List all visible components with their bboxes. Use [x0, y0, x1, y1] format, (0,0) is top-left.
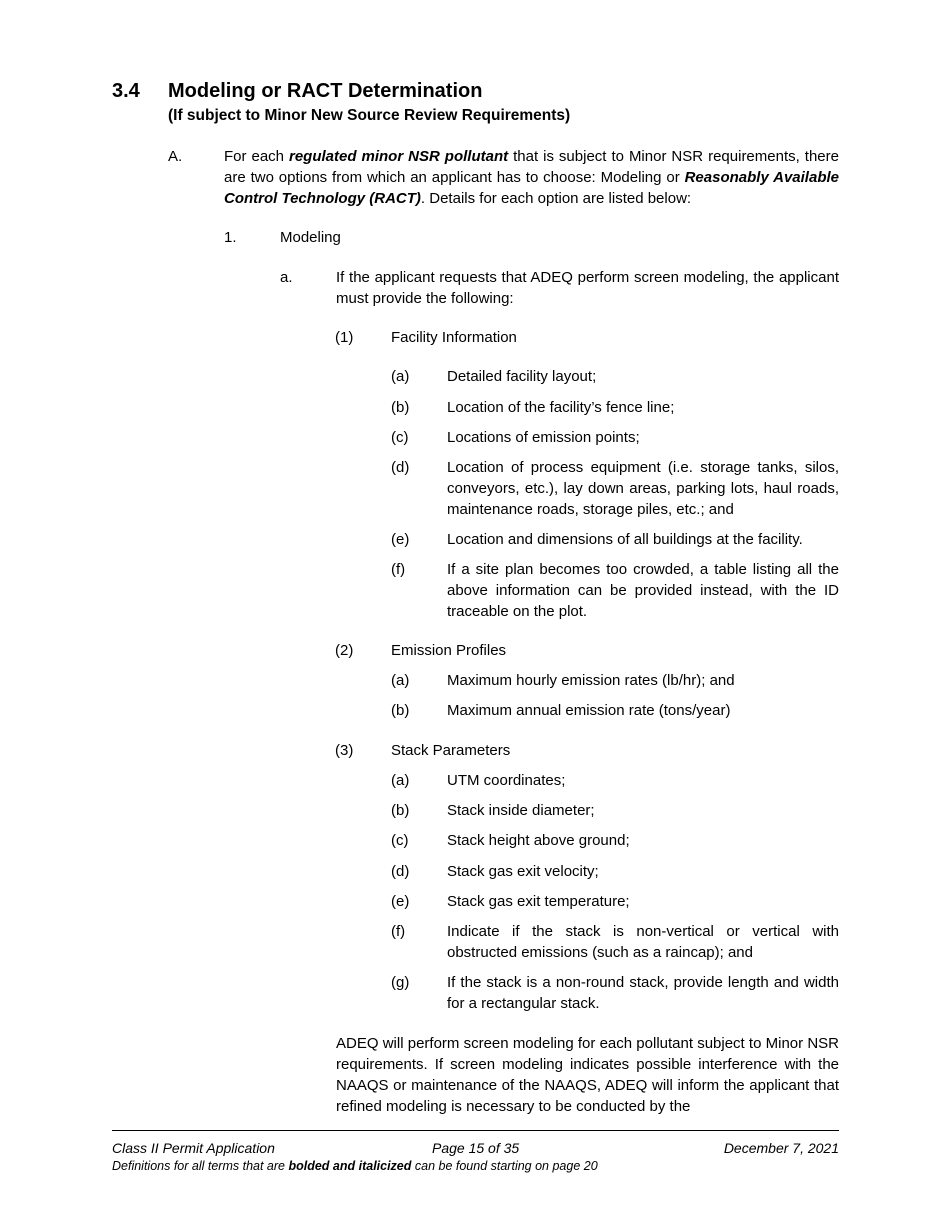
list-item: Stack height above ground; [447, 832, 630, 849]
defined-term: Reasonably Available Control Technology (RACT) [224, 169, 839, 207]
closing-paragraph: ADEQ will perform screen modeling for each pollutant subject to Minor NSR requirements. If screen modeling indicates possible interference with the NAAQS or maintenance of the NAAQS, ADEQ will inform the applicant that refined modeling is necessary to be conducted by the [336, 1035, 839, 1115]
section-subtitle: (If subject to Minor New Source Review Requirements) [168, 107, 571, 124]
facility-marker: (1) [335, 329, 354, 346]
list-item: If the stack is a non-round stack, provide length and width for a rectangular stack. [447, 974, 839, 1012]
list-item: Stack inside diameter; [447, 802, 595, 819]
defined-term: regulated minor NSR pollutant [289, 148, 509, 165]
item-a-text: . Details for each option are listed below: [420, 190, 692, 207]
item-a-marker: A. [168, 148, 183, 165]
list-item: Location of the facility’s fence line; [447, 399, 675, 416]
footer-note-text: can be found starting on page 20 [411, 1159, 598, 1173]
facility-label: Facility Information [391, 329, 517, 346]
section-number: 3.4 [112, 80, 140, 102]
emission-label: Emission Profiles [391, 642, 507, 659]
list-marker: (g) [391, 974, 410, 991]
list-item: If a site plan becomes too crowded, a table listing all the above information can be provided instead, with the ID traceable on the plot. [447, 561, 839, 620]
footer-note-text: Definitions for all terms that are [112, 1159, 289, 1173]
footer-divider [112, 1130, 839, 1131]
list-item: Stack gas exit velocity; [447, 863, 599, 880]
list-item: Stack gas exit temperature; [447, 893, 630, 910]
list-item: Location and dimensions of all buildings at the facility. [447, 531, 803, 548]
list-item: Detailed facility layout; [447, 368, 597, 385]
list-item: Indicate if the stack is non-vertical or vertical with obstructed emissions (such as a raincap); and [447, 923, 839, 961]
list-marker: (b) [391, 802, 410, 819]
footer-definitions-note [112, 1158, 598, 1174]
item-a-text: that is subject to Minor NSR requirements, there are two options from which an applicant has to choose: Modeling or [224, 148, 839, 186]
list-marker: (d) [391, 863, 410, 880]
list-marker: (b) [391, 702, 410, 719]
list-marker: (e) [391, 893, 410, 910]
stack-marker: (3) [335, 742, 354, 759]
list-marker: (f) [391, 561, 406, 578]
item-a-paragraph [224, 146, 839, 209]
section-title: Modeling or RACT Determination [168, 80, 483, 102]
item-1-marker: 1. [224, 229, 237, 246]
list-item: Maximum annual emission rate (tons/year) [447, 702, 731, 719]
stack-label: Stack Parameters [391, 742, 511, 759]
list-marker: (e) [391, 531, 410, 548]
item-a-text: For each [224, 148, 289, 165]
list-marker: (a) [391, 672, 410, 689]
list-item: UTM coordinates; [447, 772, 566, 789]
footer-date: December 7, 2021 [723, 1140, 839, 1156]
item-1a-marker: a. [280, 269, 293, 286]
item-1-label: Modeling [280, 229, 341, 246]
list-marker: (f) [391, 923, 406, 940]
footer-page-number: Page 15 of 35 [432, 1140, 520, 1156]
list-marker: (c) [391, 832, 409, 849]
item-1a-text: If the applicant requests that ADEQ perform screen modeling, the applicant must provide the following: [336, 269, 839, 307]
footer-document-title: Class II Permit Application [112, 1140, 275, 1156]
list-marker: (c) [391, 429, 409, 446]
list-marker: (d) [391, 459, 410, 476]
list-marker: (b) [391, 399, 410, 416]
list-item: Maximum hourly emission rates (lb/hr); and [447, 672, 735, 689]
list-marker: (a) [391, 368, 410, 385]
list-marker: (a) [391, 772, 410, 789]
list-item: Location of process equipment (i.e. storage tanks, silos, conveyors, etc.), lay down areas, parking lots, haul roads, maintenance roads, storage piles, etc.; and [447, 459, 839, 518]
footer-note-bold: bolded and italicized [288, 1159, 412, 1173]
list-item: Locations of emission points; [447, 429, 640, 446]
emission-marker: (2) [335, 642, 354, 659]
